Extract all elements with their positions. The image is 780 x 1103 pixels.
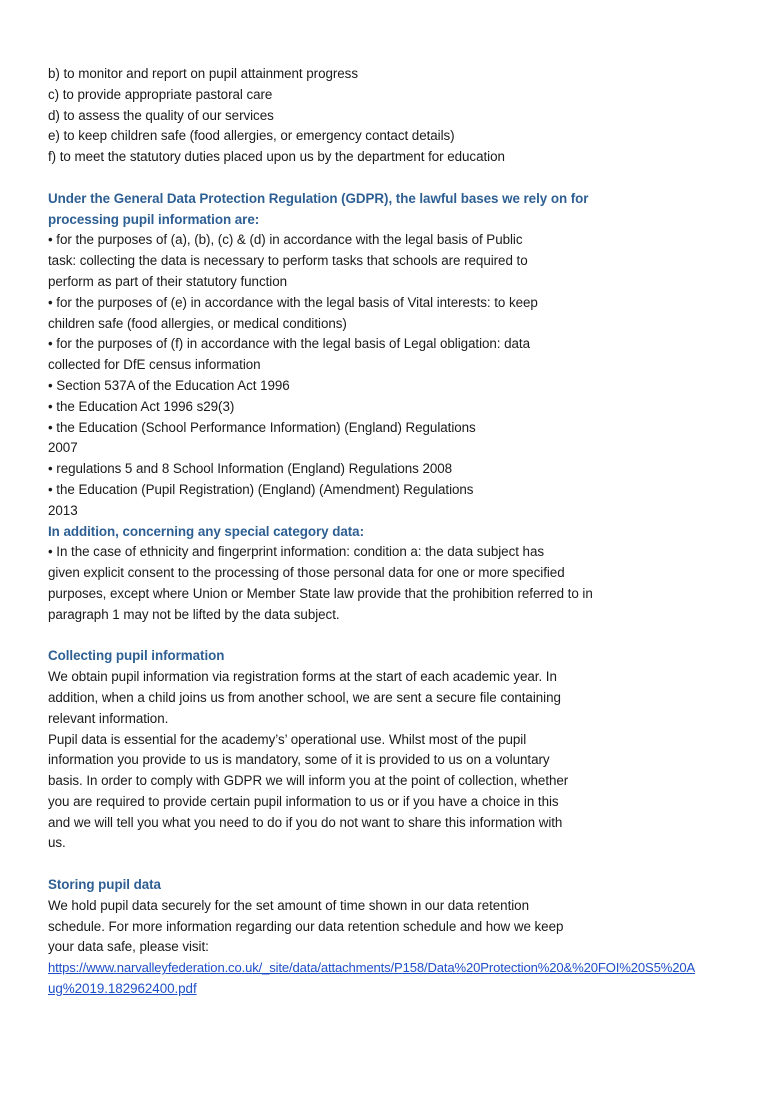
special-category-line: • In the case of ethnicity and fingerprint information: condition a: the data subject has [48, 544, 544, 560]
data-retention-link[interactable] [48, 958, 740, 1000]
purpose-item-c: c) to provide appropriate pastoral care [48, 86, 273, 102]
spacer [48, 168, 740, 189]
gdpr-line: task: collecting the data is necessary to perform tasks that schools are required to [48, 253, 528, 269]
collecting-line: addition, when a child joins us from another school, we are sent a secure file containing [48, 689, 561, 705]
special-category-heading: In addition, concerning any special category data: [48, 523, 364, 539]
storing-line: your data safe, please visit: [48, 939, 209, 955]
storing-heading: Storing pupil data [48, 877, 161, 893]
gdpr-line: • the Education (School Performance Information) (England) Regulations [48, 419, 476, 435]
collecting-section [48, 646, 740, 854]
gdpr-line: • for the purposes of (a), (b), (c) & (d) in accordance with the legal basis of Public [48, 232, 523, 248]
gdpr-line: 2013 [48, 502, 78, 518]
purpose-item-f: f) to meet the statutory duties placed upon us by the department for education [48, 149, 505, 165]
special-category-line: paragraph 1 may not be lifted by the data subject. [48, 606, 340, 622]
storing-section [48, 875, 740, 1000]
collecting-line: and we will tell you what you need to do if you do not want to share this information with [48, 814, 563, 830]
gdpr-line: • Section 537A of the Education Act 1996 [48, 377, 290, 393]
gdpr-line: perform as part of their statutory function [48, 273, 287, 289]
gdpr-line: • for the purposes of (e) in accordance with the legal basis of Vital interests: to keep [48, 294, 538, 310]
gdpr-line: • regulations 5 and 8 School Information (England) Regulations 2008 [48, 461, 453, 477]
collecting-line: Pupil data is essential for the academy’s’ operational use. Whilst most of the pupil [48, 731, 527, 747]
special-category-line: given explicit consent to the processing of those personal data for one or more specified [48, 565, 565, 581]
link-line-2[interactable]: ug%2019.182962400.pdf [48, 981, 197, 997]
collecting-line: basis. In order to comply with GDPR we will inform you at the point of collection, whether [48, 773, 569, 789]
purpose-item-e: e) to keep children safe (food allergies, or emergency contact details) [48, 128, 455, 144]
collecting-line: us. [48, 835, 66, 851]
special-category-section [48, 522, 740, 626]
gdpr-line: • the Education (Pupil Registration) (England) (Amendment) Regulations [48, 481, 474, 497]
gdpr-heading-line-2: processing pupil information are: [48, 211, 260, 227]
purpose-list [48, 64, 740, 168]
gdpr-line: collected for DfE census information [48, 357, 261, 373]
gdpr-heading-line-1: Under the General Data Protection Regulation (GDPR), the lawful bases we rely on for [48, 190, 589, 206]
link-line-1[interactable]: https://www.narvalleyfederation.co.uk/_site/data/attachments/P158/Data%20Protection%20&%20FOI%20S5%20A [48, 960, 696, 976]
collecting-line: relevant information. [48, 710, 169, 726]
purpose-item-b: b) to monitor and report on pupil attainment progress [48, 66, 358, 81]
spacer [48, 854, 740, 875]
gdpr-line: • the Education Act 1996 s29(3) [48, 398, 235, 414]
purpose-item-d: d) to assess the quality of our services [48, 107, 274, 123]
storing-line: We hold pupil data securely for the set amount of time shown in our data retention [48, 897, 529, 913]
gdpr-line: • for the purposes of (f) in accordance with the legal basis of Legal obligation: data [48, 336, 531, 352]
collecting-line: information you provide to us is mandatory, some of it is provided to us on a voluntary [48, 752, 550, 768]
collecting-line: you are required to provide certain pupil information to us or if you have a choice in this [48, 793, 559, 809]
gdpr-line: 2007 [48, 440, 78, 456]
storing-line: schedule. For more information regarding our data retention schedule and how we keep [48, 918, 564, 934]
spacer [48, 626, 740, 647]
collecting-line: We obtain pupil information via registration forms at the start of each academic year. In [48, 669, 557, 685]
special-category-line: purposes, except where Union or Member State law provide that the prohibition referred to in [48, 585, 593, 601]
gdpr-section [48, 189, 740, 522]
gdpr-line: children safe (food allergies, or medical conditions) [48, 315, 347, 331]
collecting-heading: Collecting pupil information [48, 648, 225, 664]
